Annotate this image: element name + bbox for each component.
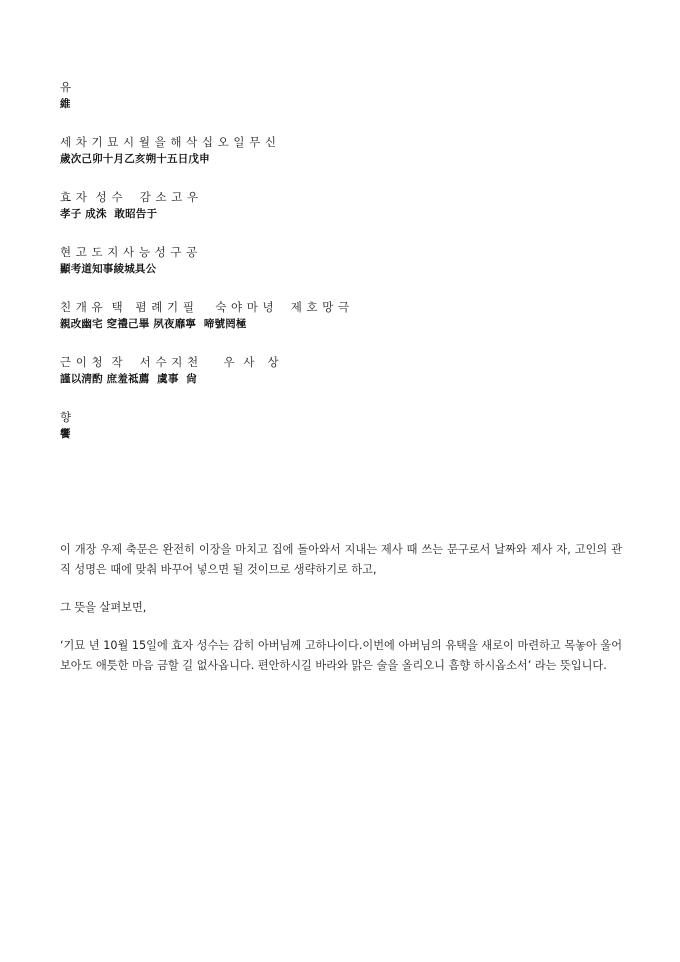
address-line-5 xyxy=(60,298,640,333)
hanja-text: 饗 xyxy=(60,428,71,440)
hangul-reading: 친 개 유 택 폄 례 기 필 숙 야 마 녕 제 호 망 극 xyxy=(60,300,350,314)
commentary-paragraph-meaning: ‘기묘 년 10월 15일에 효자 성수는 감히 아버님께 고하나이다.이번에 아버님의 유택을 새로이 마련하고 목놓아 울어보아도 애틋한 마음 금할 길 없사옵니다. 편안하시길 바라와 맑은 술을 올리오니 흠향 하시옵소서’ 라는 뜻입니다. xyxy=(60,639,622,672)
hanja-text: 歲次己卯十月乙亥朔十五日戊申 xyxy=(60,153,210,165)
memorial-address-block xyxy=(60,78,640,463)
commentary-section xyxy=(60,540,622,694)
address-line-3 xyxy=(60,188,640,223)
hanja-text: 孝子 成洙 敢昭告于 xyxy=(60,208,158,220)
hanja-text: 謹以淸酌 庶羞祗薦 虞事 尙 xyxy=(60,373,197,385)
commentary-paragraph-intro: 이 개장 우제 축문은 완전히 이장을 마치고 집에 돌아와서 지내는 제사 때 쓰는 문구로서 날짜와 제사 자, 고인의 관직 성명은 때에 맞춰 바꾸어 넣으면 될 것이므로 생략하기로 하고, xyxy=(60,543,622,576)
address-line-2 xyxy=(60,133,640,168)
hangul-reading: 세 차 기 묘 시 월 을 해 삭 십 오 일 무 신 xyxy=(60,135,277,149)
hanja-text: 維 xyxy=(60,98,71,110)
address-line-1 xyxy=(60,78,640,113)
hangul-reading: 현 고 도 지 사 능 성 구 공 xyxy=(60,245,198,259)
address-line-4 xyxy=(60,243,640,278)
address-line-6 xyxy=(60,353,640,388)
hangul-reading: 향 xyxy=(60,410,72,424)
hangul-reading: 근 이 청 작 서 수 지 천 우 사 상 xyxy=(60,355,280,369)
commentary-paragraph-lead: 그 뜻을 살펴보면, xyxy=(60,601,147,614)
hanja-text: 親改幽宅 窆禮己畢 夙夜靡寧 啼號罔極 xyxy=(60,318,247,330)
address-line-7 xyxy=(60,408,640,443)
hanja-text: 顯考道知事綾城具公 xyxy=(60,263,157,275)
hangul-reading: 유 xyxy=(60,80,72,94)
hangul-reading: 효 자 성 수 감 소 고 우 xyxy=(60,190,199,204)
